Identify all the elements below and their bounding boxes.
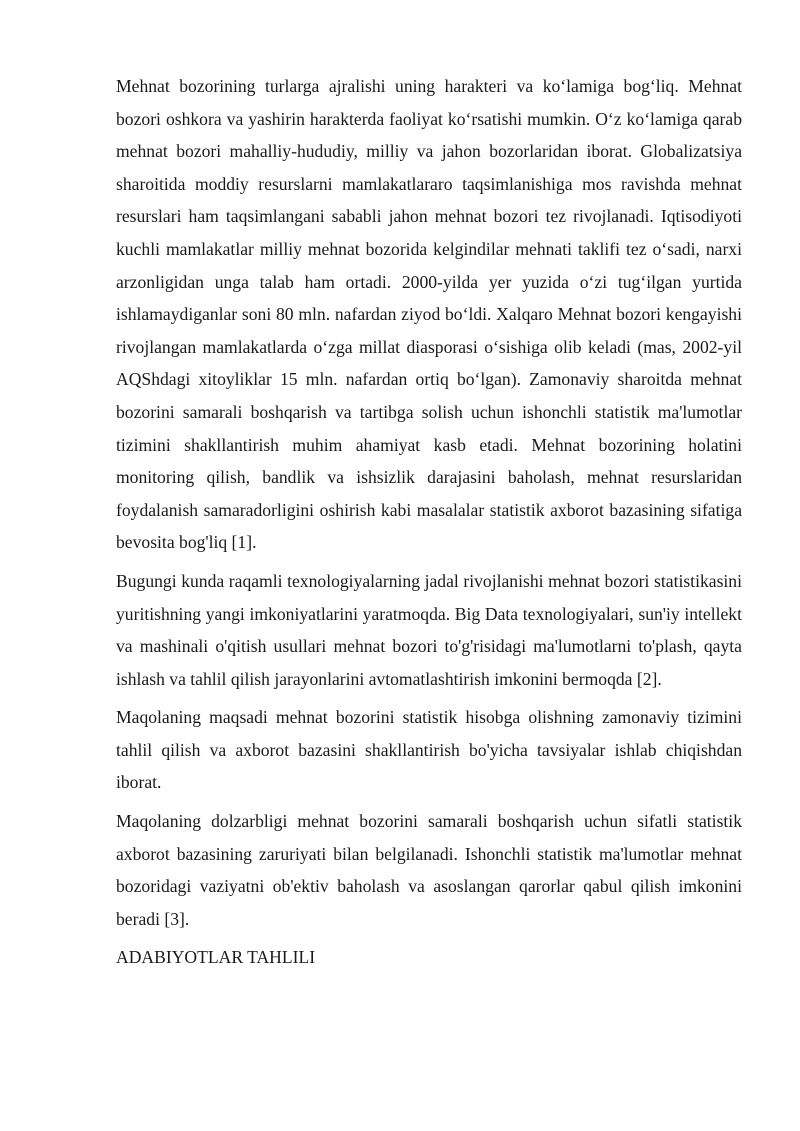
paragraph-digital-technologies: Bugungi kunda raqamli texnologiyalarning jadal rivojlanishi mehnat bozori statistikasini yuritishning yangi imkoniyatlarini yaratmoqda. Big Data texnologiyalari, sun'iy intellekt va mashinali o'qitish usullari mehnat bozori to'g'risidagi ma'lumotlarni to'plash, qayta ishlash va tahlil qilish jarayonlarini avtomatlashtirish imkonini bermoqda [2]. [116,570,742,689]
paragraph-article-purpose: Maqolaning maqsadi mehnat bozorini statistik hisobga olishning zamonaviy tizimini tahlil qilish va axborot bazasini shakllantirish bo'yicha tavsiyalar ishlab chiqishdan iborat. [116,707,742,793]
section-heading: ADABIYOTLAR TAHLILI [116,947,316,968]
paragraph-labor-market-types: Mehnat bozorining turlarga ajralishi uning harakteri va ko‘lamiga bog‘liq. Mehnat bozori oshkora va yashirin harakterda faoliyat ko‘rsatishi mumkin. O‘z ko‘lamiga qarab mehnat bozori mahalliy-hududiy, milliy va jahon bozorlaridan iborat. Globalizatsiya sharoitida moddiy resurslarni mamlakatlararo taqsimlanishiga mos ravishda mehnat resurslari ham taqsimlangani sababli jahon mehnat bozori tez rivojlanadi. Iqtisodiyoti kuchli mamlakatlar milliy mehnat bozorida kelgindilar mehnati taklifi tez o‘sadi, narxi arzonligidan unga talab ham ortadi. 2000-yilda yer yuzida o‘zi tug‘ilgan yurtida ishlamaydiganlar soni 80 mln. nafardan ziyod bo‘ldi. Xalqaro Mehnat bozori kengayishi rivojlangan mamlakatlarda o‘zga millat diasporasi o‘sishiga olib keladi (mas, 2002-yil AQShdagi xitoyliklar 15 mln. nafardan ortiq bo‘lgan). Zamonaviy sharoitda mehnat bozorini samarali boshqarish va tartibga solish uchun ishonchli statistik ma'lumotlar tizimini shakllantirish muhim ahamiyat kasb etadi. Mehnat bozorining holatini monitoring qilish, bandlik va ishsizlik darajasini baholash, mehnat resurslaridan foydalanish samaradorligini oshirish kabi masalalar statistik axborot bazasining sifatiga bevosita bog'liq [1]. [116,76,742,553]
paragraph-article-relevance: Maqolaning dolzarbligi mehnat bozorini samarali boshqarish uchun sifatli statistik axborot bazasining zaruriyati bilan belgilanadi. Ishonchli statistik ma'lumotlar mehnat bozoridagi vaziyatni ob'ektiv baholash va asoslangan qarorlar qabul qilish imkonini beradi [3]. [116,811,742,929]
document-page [116,70,742,974]
